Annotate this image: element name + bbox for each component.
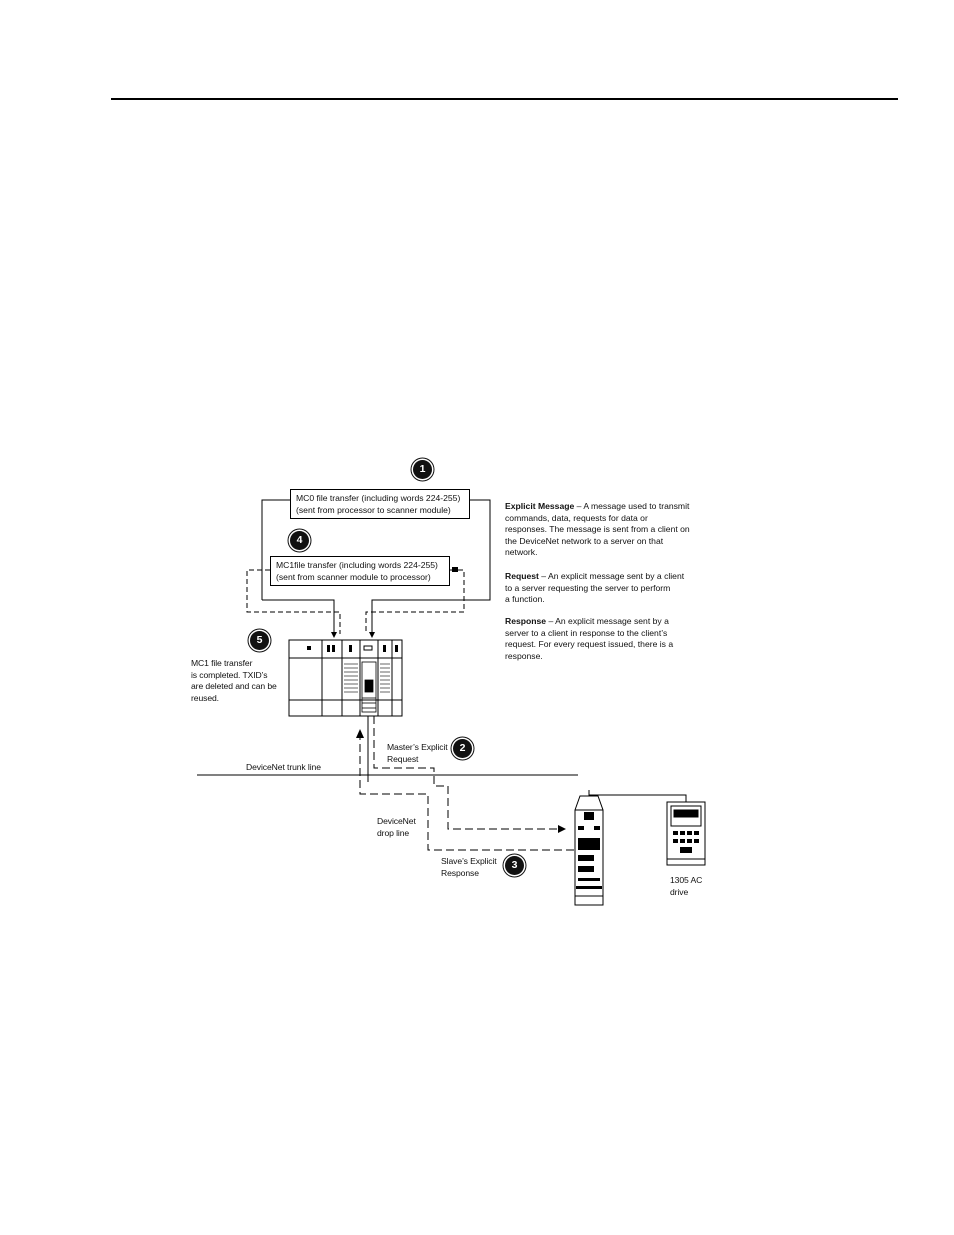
- drive-cable: [589, 790, 686, 802]
- definition-text: – An explicit message sent by a client: [541, 571, 685, 581]
- definition-first-line: [505, 501, 705, 513]
- drop-line-line: DeviceNet: [377, 816, 416, 826]
- definition-text: – A message used to transmit: [576, 501, 690, 511]
- drop-line-line: drop line: [377, 827, 410, 838]
- masters-request-label: [387, 742, 448, 765]
- definition-text: commands, data, requests for data or: [505, 512, 648, 523]
- definition-explicit-message: [505, 501, 705, 559]
- drive-label-line: 1305 AC: [670, 875, 703, 885]
- mc0-line2: (sent from processor to scanner module): [296, 504, 451, 515]
- definition-text: the DeviceNet network to a server on that: [505, 535, 664, 546]
- mc1-complete-label: [191, 658, 277, 704]
- drive-label-line: drive: [670, 886, 689, 897]
- step-3-badge: 3: [505, 856, 524, 875]
- mc1-complete-line: reused.: [191, 692, 219, 703]
- masters-request-line: Master’s Explicit: [387, 742, 448, 752]
- scanner-arrowhead-left: [331, 632, 337, 638]
- mc1-connector: [452, 567, 458, 572]
- request-arrowhead: [558, 825, 566, 833]
- definition-request: [505, 571, 705, 606]
- mc1-complete-line: is completed. TXID’s: [191, 669, 268, 680]
- masters-request-line: Request: [387, 753, 419, 764]
- mc0-transfer-box: [290, 489, 470, 519]
- definition-text: a function.: [505, 594, 545, 604]
- definition-text: responses. The message is sent from a client on: [505, 524, 690, 534]
- ac-drive: [667, 802, 705, 865]
- definition-first-line: [505, 616, 705, 628]
- mc1-line2: (sent from scanner module to processor): [276, 571, 431, 582]
- definition-text: – An explicit message sent by a: [548, 616, 669, 626]
- request-path: [374, 716, 560, 829]
- scanner-arrowhead-right: [369, 632, 375, 638]
- node-details: [576, 812, 602, 889]
- mc1-complete-line: MC1 file transfer: [191, 658, 253, 668]
- mc1-transfer-box: [270, 556, 450, 586]
- trunk-line-label: DeviceNet trunk line: [246, 762, 321, 772]
- drive-label: [670, 875, 702, 898]
- step-2-badge: 2: [453, 739, 472, 758]
- step-1-badge: 1: [413, 460, 432, 479]
- response-arrowhead: [356, 729, 364, 738]
- drop-line-label: [377, 816, 416, 839]
- slaves-response-line: Slave’s Explicit: [441, 856, 497, 866]
- slaves-response-line: Response: [441, 867, 479, 878]
- step-5-badge: 5: [250, 631, 269, 650]
- definition-text: network.: [505, 547, 538, 557]
- definition-text: server to a client in response to the client’s: [505, 627, 668, 638]
- mc0-line1: MC0 file transfer (including words 224-255): [296, 493, 461, 503]
- plc-details: [307, 645, 398, 652]
- definition-response: [505, 616, 705, 662]
- definition-text: request. For every request issued, there is a: [505, 639, 674, 649]
- mc1-complete-line: are deleted and can be: [191, 681, 277, 691]
- definition-first-line: [505, 571, 705, 583]
- definition-term: Response: [505, 616, 547, 626]
- drive-keypad: [673, 831, 699, 853]
- definition-term: Request: [505, 571, 539, 581]
- definition-text: to a server requesting the server to perform: [505, 582, 671, 593]
- mc1-line1: MC1file transfer (including words 224-255): [276, 560, 438, 570]
- definition-text: response.: [505, 650, 543, 661]
- scanner-module: [362, 662, 376, 712]
- slaves-response-label: [441, 856, 497, 879]
- step-4-badge: 4: [290, 531, 309, 550]
- definition-term: Explicit Message: [505, 501, 575, 511]
